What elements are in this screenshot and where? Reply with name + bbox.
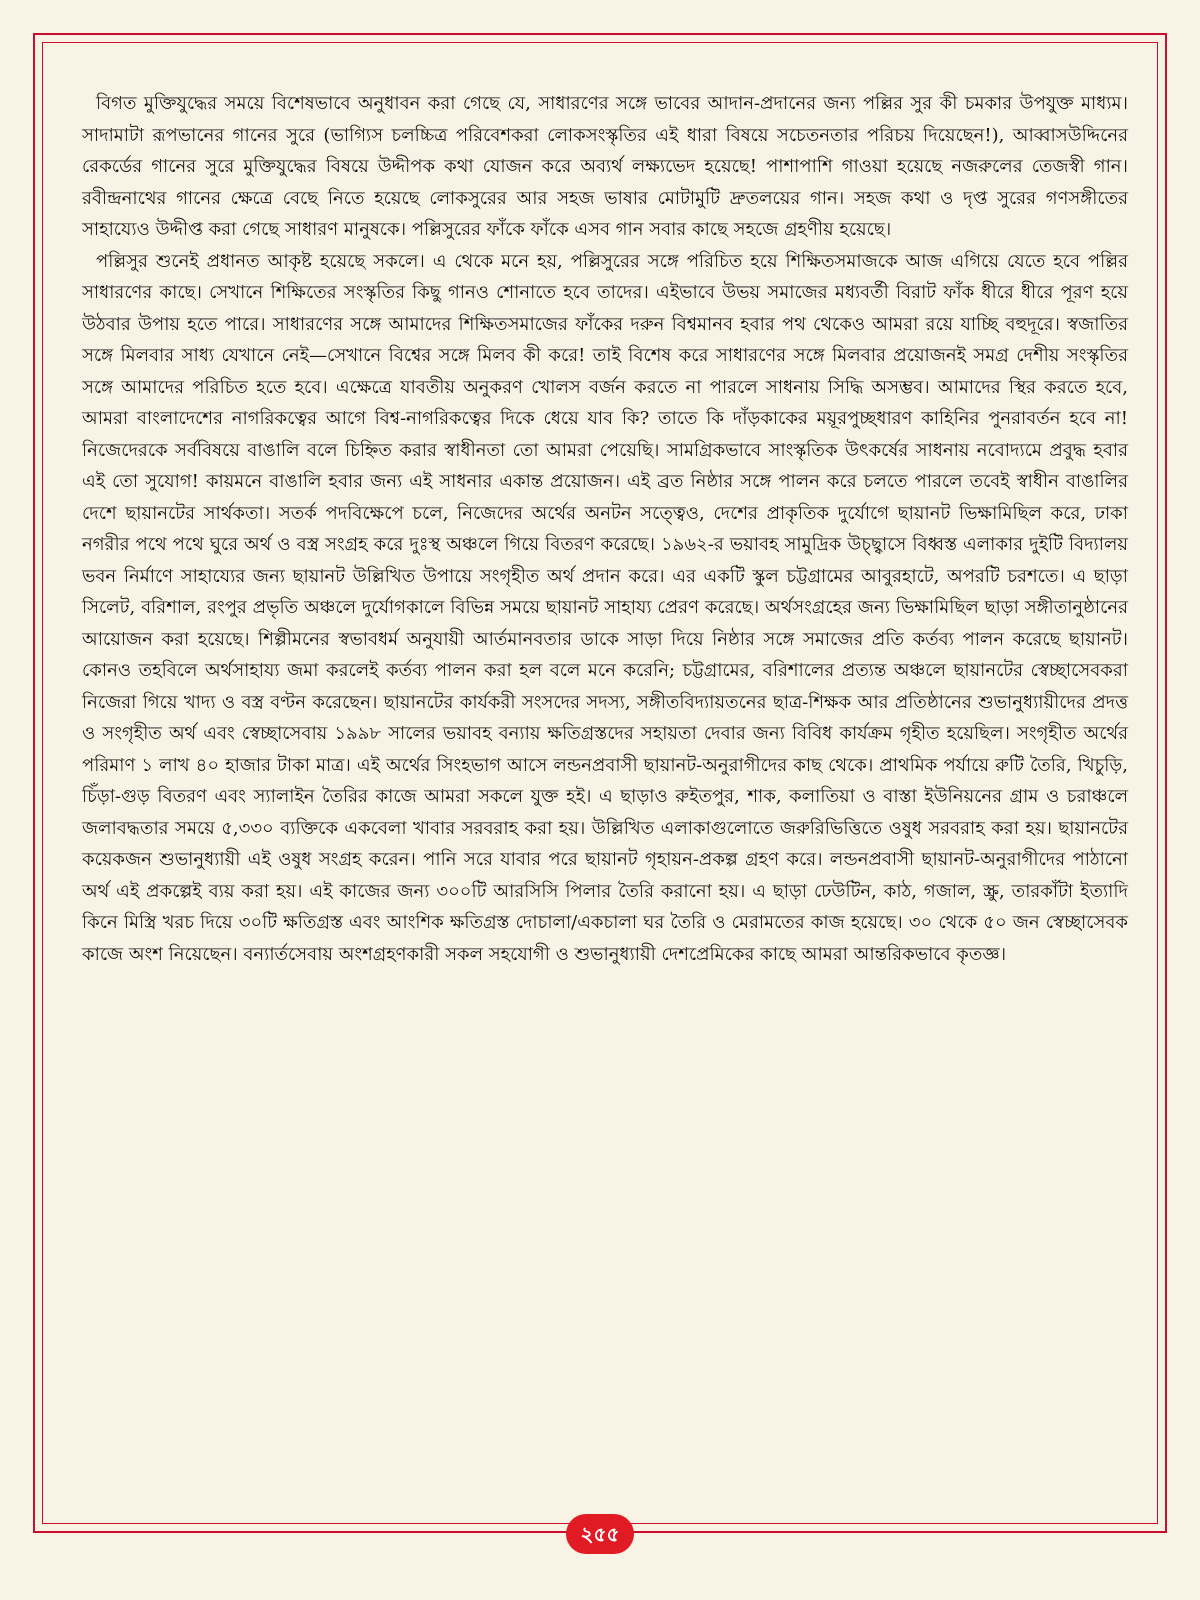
body-text (82, 88, 1128, 970)
paragraph-1: বিগত মুক্তিযুদ্ধের সময়ে বিশেষভাবে অনুধাবন করা গেছে যে, সাধারণের সঙ্গে ভাবের আদান-প্রদানের জন্য পল্লির সুর কী চমকার উপযুক্ত মাধ্যম। সাদামাটা রূপভানের গানের সুরে (ভাগ্যিস চলচ্চিত্র পরিবেশকরা লোকসংস্কৃতির এই ধারা বিষয়ে সচেতনতার পরিচয় দিয়েছেন!), আব্বাসউদ্দিনের রেকর্ডের গানের সুরে মুক্তিযুদ্ধের বিষয়ে উদ্দীপক কথা যোজন করে অব্যর্থ লক্ষ্যভেদ হয়েছে! পাশাপাশি গাওয়া হয়েছে নজরুলের তেজস্বী গান। রবীন্দ্রনাথের গানের ক্ষেত্রে বেছে নিতে হয়েছে লোকসুরের আর সহজ ভাষার মোটামুটি দ্রুতলয়ের গান। সহজ কথা ও দৃপ্ত সুরের গণসঙ্গীতের সাহায্যেও উদ্দীপ্ত করা গেছে সাধারণ মানুষকে। পল্লিসুরের ফাঁকে ফাঁকে এসব গান সবার কাছে সহজে গ্রহণীয় হয়েছে। (82, 93, 1128, 240)
page-number-badge: ২৫৫ (566, 1514, 634, 1554)
paragraph-2: পল্লিসুর শুনেই প্রধানত আকৃষ্ট হয়েছে সকলে। এ থেকে মনে হয়, পল্লিসুরের সঙ্গে পরিচিত হয়ে শিক্ষিতসমাজকে আজ এগিয়ে যেতে হবে পল্লির সাধারণের কাছে। সেখানে শিক্ষিতের সংস্কৃতির কিছু গানও শোনাতে হবে তাদের। এইভাবে উভয় সমাজের মধ্যবর্তী বিরাট ফাঁক ধীরে ধীরে পূরণ হয়ে উঠবার উপায় হতে পারে। সাধারণের সঙ্গে আমাদের শিক্ষিতসমাজের ফাঁকের দরুন বিশ্বমানব হবার পথ থেকেও আমরা রয়ে যাচ্ছি বহুদূরে। স্বজাতির সঙ্গে মিলবার সাধ্য যেখানে নেই—সেখানে বিশ্বের সঙ্গে মিলব কী করে! তাই বিশেষ করে সাধারণের সঙ্গে মিলবার প্রয়োজনই সমগ্র দেশীয় সংস্কৃতির সঙ্গে আমাদের পরিচিত হতে হবে। এক্ষেত্রে যাবতীয় অনুকরণ খোলস বর্জন করতে না পারলে সাধনায় সিদ্ধি অসম্ভব। আমাদের স্থির করতে হবে, আমরা বাংলাদেশের নাগরিকত্বের আগে বিশ্ব-নাগরিকত্বের দিকে ধেয়ে যাব কি? তাতে কি দাঁড়কাকের ময়ূরপুচ্ছধারণ কাহিনির পুনরাবর্তন হবে না! নিজেদেরকে সর্ববিষয়ে বাঙালি বলে চিহ্নিত করার স্বাধীনতা তো আমরা পেয়েছি। সামগ্রিকভাবে সাংস্কৃতিক উৎকর্ষের সাধনায় নবোদ্যমে প্রবুদ্ধ হবার এই তো সুযোগ! কায়মনে বাঙালি হবার জন্য এই সাধনার একান্ত প্রয়োজন। এই ব্রত নিষ্ঠার সঙ্গে পালন করে চলতে পারলে তবেই স্বাধীন বাঙালির দেশে ছায়ানটের সার্থকতা। সতর্ক পদবিক্ষেপে চলে, নিজেদের অর্থের অনটন সত্ত্বেও, দেশের প্রাকৃতিক দুর্যোগে ছায়ানট ভিক্ষামিছিল করে, ঢাকা নগরীর পথে পথে ঘুরে অর্থ ও বস্ত্র সংগ্রহ করে দুঃস্থ অঞ্চলে গিয়ে বিতরণ করেছে। ১৯৬২-র ভয়াবহ সামুদ্রিক উচ্ছ্বাসে বিধ্বস্ত এলাকার দুইটি বিদ্যালয় ভবন নির্মাণে সাহায্যের জন্য ছায়ানট উল্লিখিত উপায়ে সংগৃহীত অর্থ প্রদান করে। এর একটি স্কুল চট্টগ্রামের আবুরহাটে, অপরটি চরশতে। এ ছাড়া সিলেট, বরিশাল, রংপুর প্রভৃতি অঞ্চলে দুর্যোগকালে বিভিন্ন সময়ে ছায়ানট সাহায্য প্রেরণ করেছে। অর্থসংগ্রহের জন্য ভিক্ষামিছিল ছাড়া সঙ্গীতানুষ্ঠানের আয়োজন করা হয়েছে। শিল্পীমনের স্বভাবধর্ম অনুযায়ী আর্তমানবতার ডাকে সাড়া দিয়ে নিষ্ঠার সঙ্গে সমাজের প্রতি কর্তব্য পালন করেছে ছায়ানট। কোনও তহবিলে অর্থসাহায্য জমা করলেই কর্তব্য পালন করা হল বলে মনে করেনি; চট্টগ্রামের, বরিশালের প্রত্যন্ত অঞ্চলে ছায়ানটের স্বেচ্ছাসেবকরা নিজেরা গিয়ে খাদ্য ও বস্ত্র বণ্টন করেছেন। ছায়ানটের কার্যকরী সংসদের সদস্য, সঙ্গীতবিদ্যায়তনের ছাত্র-শিক্ষক আর প্রতিষ্ঠানের শুভানুধ্যায়ীদের প্রদত্ত ও সংগৃহীত অর্থ এবং স্বেচ্ছাসেবায় ১৯৯৮ সালের ভয়াবহ বন্যায় ক্ষতিগ্রস্তদের সহায়তা দেবার জন্য বিবিধ কার্যক্রম গৃহীত হয়েছিল। সংগৃহীত অর্থের পরিমাণ ১ লাখ ৪০ হাজার টাকা মাত্র। এই অর্থের সিংহভাগ আসে লন্ডনপ্রবাসী ছায়ানট-অনুরাগীদের কাছ থেকে। প্রাথমিক পর্যায়ে রুটি তৈরি, খিচুড়ি, চিঁড়া-গুড় বিতরণ এবং স্যালাইন তৈরির কাজে আমরা সকলে যুক্ত হই। এ ছাড়াও রুইতপুর, শাক, কলাতিয়া ও বাস্তা ইউনিয়নের গ্রাম ও চরাঞ্চলে জলাবদ্ধতার সময়ে ৫,৩৩০ ব্যক্তিকে একবেলা খাবার সরবরাহ করা হয়। উল্লিখিত এলাকাগুলোতে জরুরিভিত্তিতে ওষুধ সরবরাহ করা হয়। ছায়ানটের কয়েকজন শুভানুধ্যায়ী এই ওষুধ সংগ্রহ করেন। পানি সরে যাবার পরে ছায়ানট গৃহায়ন-প্রকল্প গ্রহণ করে। লন্ডনপ্রবাসী ছায়ানট-অনুরাগীদের পাঠানো অর্থ এই প্রকল্পেই ব্যয় করা হয়। এই কাজের জন্য ৩০০টি আরসিসি পিলার তৈরি করানো হয়। এ ছাড়া ঢেউটিন, কাঠ, গজাল, স্ক্রু, তারকাঁটা ইত্যাদি কিনে মিস্ত্রি খরচ দিয়ে ৩০টি ক্ষতিগ্রস্ত এবং আংশিক ক্ষতিগ্রস্ত দোচালা/একচালা ঘর তৈরি ও মেরামতের কাজ হয়েছে। ৩০ থেকে ৫০ জন স্বেচ্ছাসেবক কাজে অংশ নিয়েছেন। বন্যার্তসেবায় অংশগ্রহণকারী সকল সহযোগী ও শুভানুধ্যায়ী দেশপ্রেমিকের কাছে আমরা আন্তরিকভাবে কৃতজ্ঞ। (82, 250, 1128, 965)
